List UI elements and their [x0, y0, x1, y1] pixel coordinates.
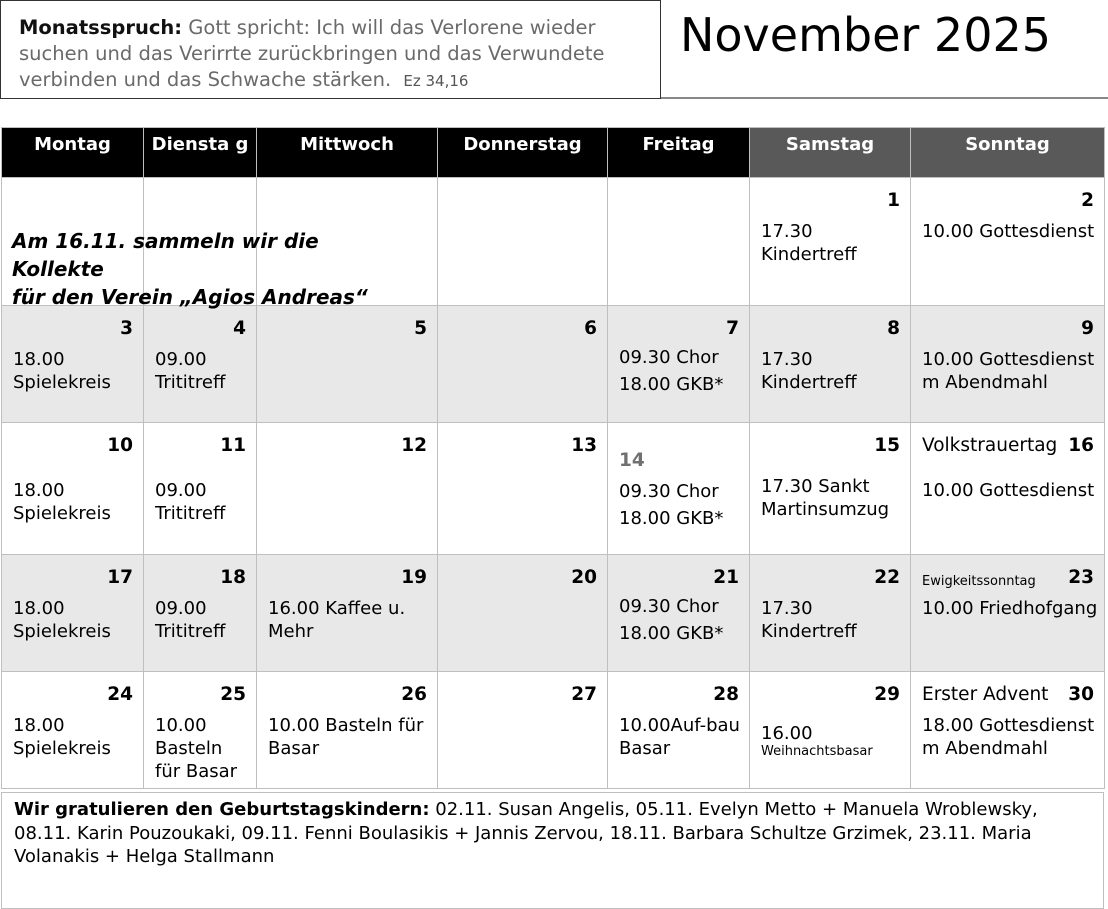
day-number-value: 30: [1068, 684, 1094, 705]
week-row: [2, 672, 1105, 789]
day-number: 14: [619, 450, 645, 471]
birthday-label: Wir gratulieren den Geburtstagskindern:: [14, 799, 430, 820]
event-line: 18.00 GKB*: [619, 508, 724, 529]
day-cell: [608, 306, 750, 423]
birthday-box: [1, 792, 1104, 909]
day-number: 29: [874, 684, 900, 705]
day-cell: [2, 672, 144, 789]
day-number: 26: [401, 684, 427, 705]
weekday-wednesday: Mittwoch: [257, 128, 438, 178]
day-number: [911, 672, 1104, 706]
weekday-thursday: Donnerstag: [438, 128, 608, 178]
day-cell: [144, 555, 257, 672]
day-number: 11: [220, 435, 246, 456]
day-event: 09.00 Trititreff: [155, 349, 226, 393]
weekday-sunday: Sonntag: [911, 128, 1105, 178]
day-cell: [257, 555, 438, 672]
day-number: 13: [571, 435, 597, 456]
week-row: [2, 306, 1105, 423]
day-cell: [2, 306, 144, 423]
day-event: 10.00 Friedhofgang: [922, 598, 1098, 619]
day-cell: [438, 423, 608, 555]
weekday-saturday: Samstag: [750, 128, 911, 178]
day-number: 25: [220, 684, 246, 705]
day-number: 4: [233, 318, 246, 339]
day-number: 10: [107, 435, 133, 456]
day-cell: [257, 306, 438, 423]
birthday-text: [2, 793, 1103, 874]
day-number: 9: [1081, 318, 1094, 339]
day-cell: [750, 555, 911, 672]
day-cell: [144, 423, 257, 555]
monatsspruch: [19, 15, 649, 94]
day-number-value: 23: [1068, 567, 1094, 588]
day-event: 10.00Auf-bau Basar: [619, 715, 740, 759]
day-event: [608, 340, 749, 398]
day-event: 18.00 Gottesdienst m Abendmahl: [922, 715, 1095, 759]
day-cell: [911, 555, 1105, 672]
day-cell: [2, 555, 144, 672]
monatsspruch-box: [0, 0, 661, 99]
holiday-label: Erster Advent: [922, 684, 1049, 705]
day-number: 27: [571, 684, 597, 705]
day-event: 18.00 Spielekreis: [13, 480, 111, 524]
day-cell: [608, 672, 750, 789]
day-number: 7: [726, 318, 739, 339]
day-event: [608, 472, 749, 532]
day-cell: [438, 672, 608, 789]
day-number: 20: [571, 567, 597, 588]
day-number: 24: [107, 684, 133, 705]
monatsspruch-label: Monatsspruch:: [19, 16, 183, 39]
day-number: [911, 423, 1104, 457]
day-cell-empty: [608, 178, 750, 306]
weekday-monday: Montag: [2, 128, 144, 178]
event-line: 09.30 Chor: [619, 481, 719, 502]
day-event: 09.00 Trititreff: [155, 480, 226, 524]
day-cell: [750, 672, 911, 789]
day-cell: [911, 178, 1105, 306]
day-event: 18.00 Spielekreis: [13, 598, 111, 642]
weekday-header-row: [2, 128, 1105, 178]
event-line: 09.30 Chor: [619, 596, 719, 617]
day-event: 16.00 Kaffee u. Mehr: [268, 598, 406, 642]
bible-reference: Ez 34,16: [403, 72, 469, 90]
day-cell: [144, 672, 257, 789]
holiday-label: Ewigkeitssonntag: [922, 574, 1036, 589]
week-row: [2, 423, 1105, 555]
day-cell: [608, 555, 750, 672]
day-number: 2: [1081, 190, 1094, 211]
day-cell: [750, 423, 911, 555]
day-cell: [438, 306, 608, 423]
day-cell-empty: [438, 178, 608, 306]
day-event: 17.30 Sankt Martinsumzug: [761, 476, 890, 520]
day-cell: [911, 423, 1105, 555]
day-number: 12: [401, 435, 427, 456]
day-number: 17: [107, 567, 133, 588]
holiday-label: Volkstrauertag: [922, 435, 1058, 456]
day-cell: [911, 672, 1105, 789]
day-cell: [750, 306, 911, 423]
day-number: 5: [414, 318, 427, 339]
event-line: 18.00 GKB*: [619, 623, 724, 644]
day-number: 15: [874, 435, 900, 456]
day-event: 10.00 Basteln für Basar: [155, 715, 238, 782]
day-event: 10.00 Gottesdienst: [922, 480, 1095, 501]
day-number: 19: [401, 567, 427, 588]
day-number: 28: [713, 684, 739, 705]
event-line: Weihnachtsbasar: [761, 744, 873, 759]
day-number: 8: [887, 318, 900, 339]
week-row: [2, 555, 1105, 672]
day-cell: [144, 306, 257, 423]
day-number: 3: [120, 318, 133, 339]
day-cell: [257, 423, 438, 555]
day-event: 10.00 Gottesdienst m Abendmahl: [922, 349, 1095, 393]
kollekte-line: Am 16.11. sammeln wir die Kollekte: [12, 229, 319, 281]
event-line: 16.00: [761, 723, 813, 744]
day-event: 18.00 Spielekreis: [13, 349, 111, 393]
day-cell: [608, 423, 750, 555]
month-title: November 2025: [680, 8, 1051, 62]
day-event: 09.00 Trititreff: [155, 598, 226, 642]
day-cell: [257, 672, 438, 789]
event-line: 18.00 GKB*: [619, 374, 724, 395]
day-cell: [2, 423, 144, 555]
header-rule: [661, 97, 1108, 99]
birthday-list: 02.11. Susan Angelis, 05.11. Evelyn Metto + Manuela Wroblewsky, 08.11. Karin Pouzoukaki, 09.11. Fenni Boulasikis + Jannis Zervou, 18.11. Barbara Schultze Grzimek, 23.11. Maria Volanakis + Helga Stallmann: [14, 799, 1038, 867]
monatsspruch-text: Gott spricht: Ich will das Verlorene wieder suchen und das Verirrte zurückbringen und das Verwundete verbinden und das Schwache stärken.: [19, 16, 605, 91]
day-event: 17.30 Kindertreff: [761, 221, 857, 265]
day-number-value: 16: [1068, 435, 1094, 456]
day-number: 1: [887, 190, 900, 211]
kollekte-line: für den Verein „Agios Andreas“: [12, 285, 368, 309]
day-event: 17.30 Kindertreff: [761, 598, 857, 642]
day-event: 17.30 Kindertreff: [761, 349, 857, 393]
day-number: 6: [584, 318, 597, 339]
day-event: 10.00 Gottesdienst: [922, 221, 1095, 242]
weekday-tuesday: Diensta g: [144, 128, 257, 178]
weekday-friday: Freitag: [608, 128, 750, 178]
day-number: 18: [220, 567, 246, 588]
day-number: 21: [713, 567, 739, 588]
day-number: [911, 555, 1104, 589]
day-event: [750, 706, 910, 759]
day-event: 10.00 Basteln für Basar: [268, 715, 424, 759]
day-event: 18.00 Spielekreis: [13, 715, 111, 759]
day-number: 22: [874, 567, 900, 588]
kollekte-notice: [12, 227, 412, 311]
day-cell: [438, 555, 608, 672]
day-cell: [911, 306, 1105, 423]
day-cell: [750, 178, 911, 306]
event-line: 09.30 Chor: [619, 347, 719, 368]
day-event: [608, 589, 749, 647]
